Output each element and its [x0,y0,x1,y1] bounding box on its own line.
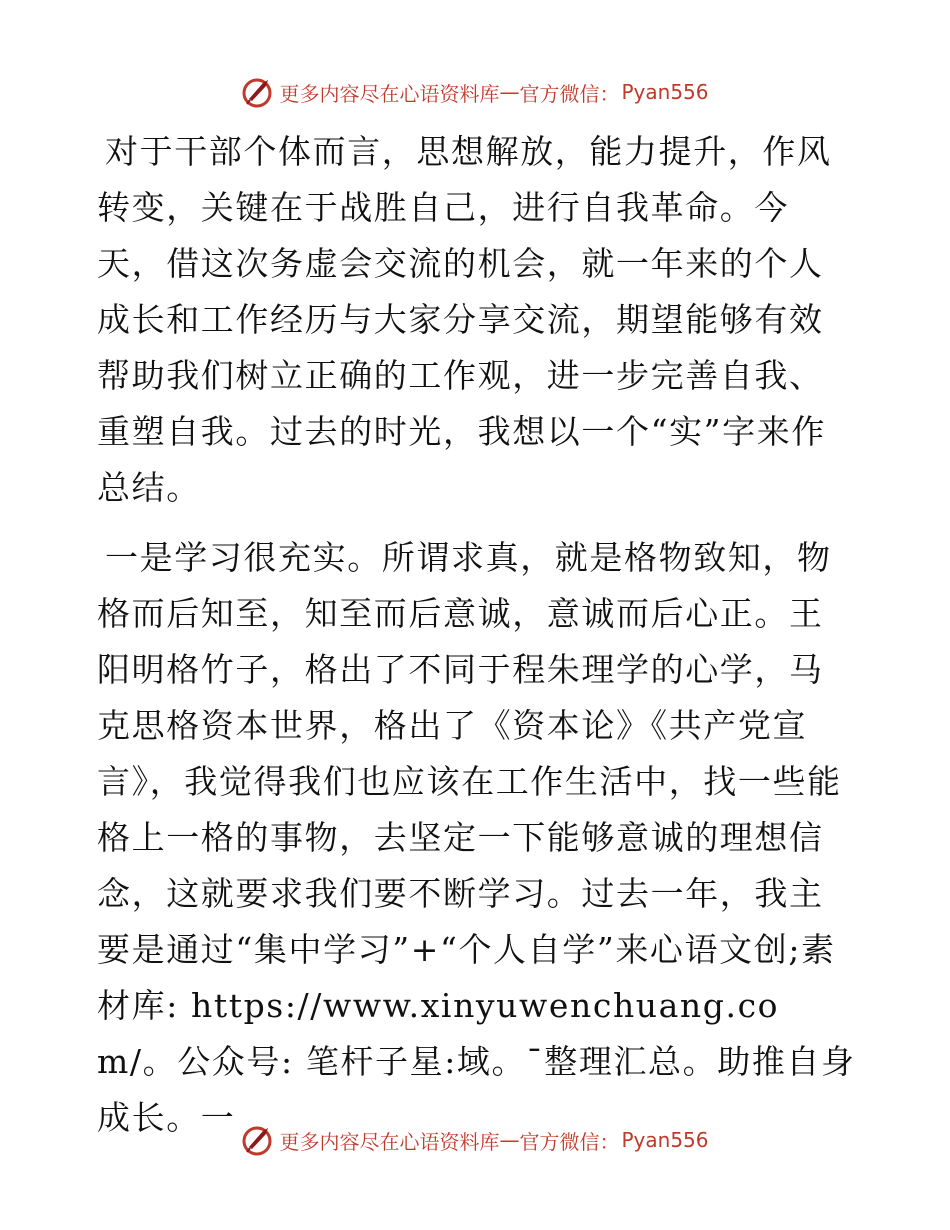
paragraph: 一是学习很充实。所谓求真，就是格物致知，物格而后知至，知至而后意诚，意诚而后心正。王阳明格竹子，格出了不同于程朱理学的心学，马克思格资本世界，格出了《资本论》《共产党宣言》，我觉得我们也应该在工作生活中，找一些能格上一格的事物，去坚定一下能够意诚的理想信念，这就要求我们要不断学习。过去一年，我主要是通过“集中学习”+“个人自学”来心语文创;素材库: https://www.xinyuwenchuang.com/。公众号: 笔杆子星:域。¯整理汇总。助推自身成长。一 [97,538,856,1137]
banner-text: 更多内容尽在心语资料库 [279,81,500,106]
footer-banner [0,1120,950,1160]
banner-wechat-id: Pyan556 [621,80,709,104]
banner-wechat-label: 官方微信： [519,1129,620,1154]
banner-wechat-id: Pyan556 [621,1128,709,1152]
banner-separator: — [499,1128,520,1152]
quill-pen-logo-icon [241,1123,275,1157]
quill-pen-logo-icon [241,75,275,109]
banner-wechat-label: 官方微信： [519,81,620,106]
document-body [97,124,857,1146]
banner-separator: — [499,80,520,104]
header-banner [0,72,950,112]
paragraph: 对于干部个体而言，思想解放，能力提升，作风转变，关键在于战胜自己，进行自我革命。今天，借这次务虚会交流的机会，就一年来的个人成长和工作经历与大家分享交流，期望能够有效帮助我们树立正确的工作观，进一步完善自我、重塑自我。过去的时光，我想以一个“实”字来作总结。 [97,132,832,507]
banner-text: 更多内容尽在心语资料库 [279,1129,500,1154]
